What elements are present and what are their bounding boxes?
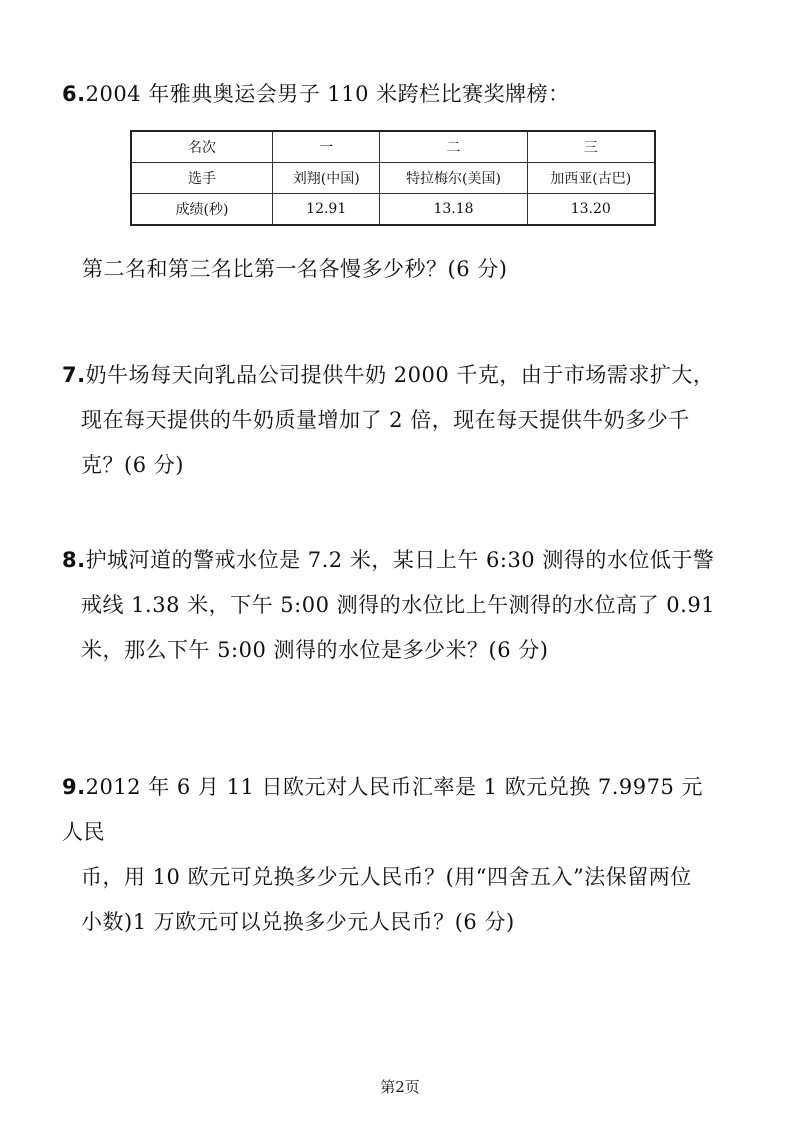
- problem-text-line: 米，那么下午 5:00 测得的水位是多少米？(6 分): [81, 638, 549, 662]
- problem-8: [62, 538, 722, 673]
- problem-7: [62, 353, 722, 488]
- player-cell: 刘翔(中国): [273, 163, 380, 194]
- header-score: 成绩(秒): [131, 194, 273, 226]
- player-cell: 特拉梅尔(美国): [380, 163, 527, 194]
- rank-cell: 一: [273, 131, 380, 163]
- rank-cell: 二: [380, 131, 527, 163]
- header-rank: 名次: [131, 131, 273, 163]
- header-player: 选手: [131, 163, 273, 194]
- score-cell: 12.91: [273, 194, 380, 226]
- problem-text: 2004 年雅典奥运会男子 110 米跨栏比赛奖牌榜：: [85, 82, 570, 106]
- problem-number: 9.: [62, 775, 86, 799]
- problem-number: 7.: [62, 363, 86, 387]
- problem-text-line: 2012 年 6 月 11 日欧元对人民币汇率是 1 欧元兑换 7.9975 元人民: [62, 775, 704, 844]
- problem-number: 6.: [62, 82, 86, 106]
- problem-text-line: 克？(6 分): [81, 453, 184, 477]
- medal-table: [130, 130, 656, 226]
- problem-text-line: 币，用 10 欧元可兑换多少元人民币？(用“四舍五入”法保留两位: [81, 865, 692, 889]
- score-cell: 13.20: [527, 194, 655, 226]
- table-row-score: [131, 194, 655, 226]
- problem-6: [62, 72, 722, 117]
- problem-text-line: 护城河道的警戒水位是 7.2 米，某日上午 6:30 测得的水位低于警: [85, 548, 715, 572]
- table-row-player: [131, 163, 655, 194]
- problem-text-line: 奶牛场每天向乳品公司提供牛奶 2000 千克，由于市场需求扩大，: [85, 363, 715, 387]
- page-number: 第2页: [380, 1078, 420, 1096]
- rank-cell: 三: [527, 131, 655, 163]
- problem-text-line: 小数)1 万欧元可以兑换多少元人民币？(6 分): [81, 910, 515, 934]
- problem-text-line: 现在每天提供的牛奶质量增加了 2 倍，现在每天提供牛奶多少千: [81, 408, 690, 432]
- player-cell: 加西亚(古巴): [527, 163, 655, 194]
- table-row-rank: [131, 131, 655, 163]
- problem-9: [62, 765, 722, 945]
- problem-number: 8.: [62, 548, 86, 572]
- problem-text-line: 戒线 1.38 米，下午 5:00 测得的水位比上午测得的水位高了 0.91: [81, 593, 716, 617]
- score-cell: 13.18: [380, 194, 527, 226]
- problem-6-question: 第二名和第三名比第一名各慢多少秒？(6 分): [82, 257, 508, 281]
